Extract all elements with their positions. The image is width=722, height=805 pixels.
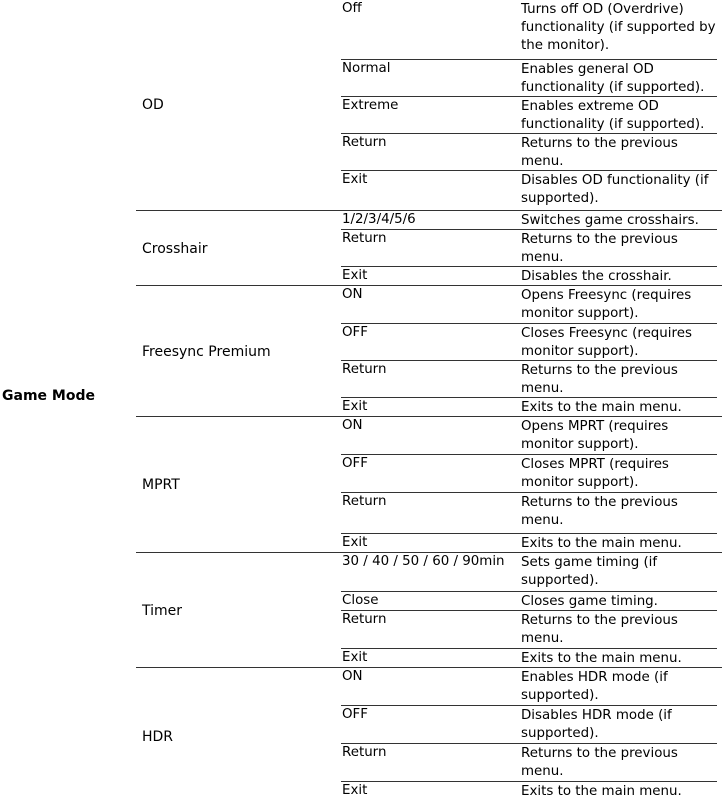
option-cell: Exit [342,783,368,798]
option-cell: Return [342,231,387,246]
group-label: Crosshair [142,240,208,257]
group-label: Freesync Premium [142,343,271,360]
option-cell: Return [342,362,387,377]
option-cell: OFF [342,707,368,722]
description-cell: Sets game timing (if supported). [521,555,658,588]
table-row [341,230,717,267]
table-row [341,97,717,134]
description-cell: Exits to the main menu. [521,536,682,551]
description-cell: Returns to the previous menu. [521,613,678,646]
table-row [341,361,717,398]
description-cell: Exits to the main menu. [521,784,682,799]
option-cell: Exit [342,268,368,283]
option-cell: Close [342,593,379,608]
description-cell: Disables the crosshair. [521,269,672,284]
table-row [341,417,717,455]
description-cell: Opens Freesync (requires monitor support). [521,288,692,321]
description-cell: Exits to the main menu. [521,400,682,415]
table-row [341,493,717,534]
group-label: OD [142,97,164,113]
option-cell: ON [342,287,363,302]
description-cell: Returns to the previous menu. [521,363,678,396]
description-cell: Turns off OD (Overdrive) functionality (if supported by the monitor). [521,2,716,53]
description-cell: Disables OD functionality (if supported). [521,173,709,206]
option-cell: Return [342,135,387,150]
table-row [341,611,717,649]
group-label: Timer [142,602,183,619]
description-cell: Enables HDR mode (if supported). [521,670,668,703]
option-cell: Extreme [342,98,399,113]
description-cell: Opens MPRT (requires monitor support). [521,419,669,452]
description-cell: Returns to the previous menu. [521,495,678,528]
description-cell: Closes Freesync (requires monitor support). [521,326,692,359]
table-row [341,534,717,552]
option-cell: 30 / 40 / 50 / 60 / 90min [342,554,505,569]
option-cell: Return [342,745,387,760]
description-cell: Closes MPRT (requires monitor support). [521,457,669,490]
group-label: HDR [142,728,174,745]
description-cell: Returns to the previous menu. [521,136,678,169]
description-cell: Switches game crosshairs. [521,213,699,228]
table-row [341,649,717,667]
group-timer [136,552,722,668]
option-cell: Exit [342,399,368,414]
table-row [341,782,717,800]
description-cell: Returns to the previous menu. [521,746,678,779]
table-row [341,134,717,171]
option-cell: ON [342,418,363,433]
group-hdr [136,667,722,805]
table-row [341,286,717,324]
description-cell: Enables general OD functionality (if supported). [521,62,705,95]
group-mprt [136,416,722,553]
option-cell: 1/2/3/4/5/6 [342,212,416,227]
main-category-label: Game Mode [2,388,95,404]
table-row [341,553,717,592]
description-cell: Enables extreme OD functionality (if supported). [521,99,705,132]
table-row [341,706,717,744]
option-cell: ON [342,669,363,684]
table-row [341,324,717,361]
group-od [136,0,722,210]
table-row [341,211,717,230]
option-cell: Off [342,1,362,16]
description-cell: Returns to the previous menu. [521,232,678,265]
description-cell: Exits to the main menu. [521,651,682,666]
option-cell: Exit [342,650,368,665]
option-cell: OFF [342,325,368,340]
table-row [341,744,717,782]
table-row [341,592,717,611]
table-row [341,171,717,209]
table-row [341,60,717,97]
table-row [341,398,717,416]
group-label: MPRT [142,477,180,493]
table-row [341,267,717,285]
group-freesync-premium [136,285,722,417]
table-row [341,455,717,493]
option-cell: Exit [342,535,368,550]
description-cell: Closes game timing. [521,594,658,609]
option-cell: OFF [342,456,368,471]
option-cell: Normal [342,61,391,76]
group-crosshair [136,210,722,286]
option-cell: Return [342,612,387,627]
option-cell: Return [342,494,387,509]
table-row [341,0,717,60]
option-cell: Exit [342,172,368,187]
table-row [341,668,717,706]
description-cell: Disables HDR mode (if supported). [521,708,672,741]
